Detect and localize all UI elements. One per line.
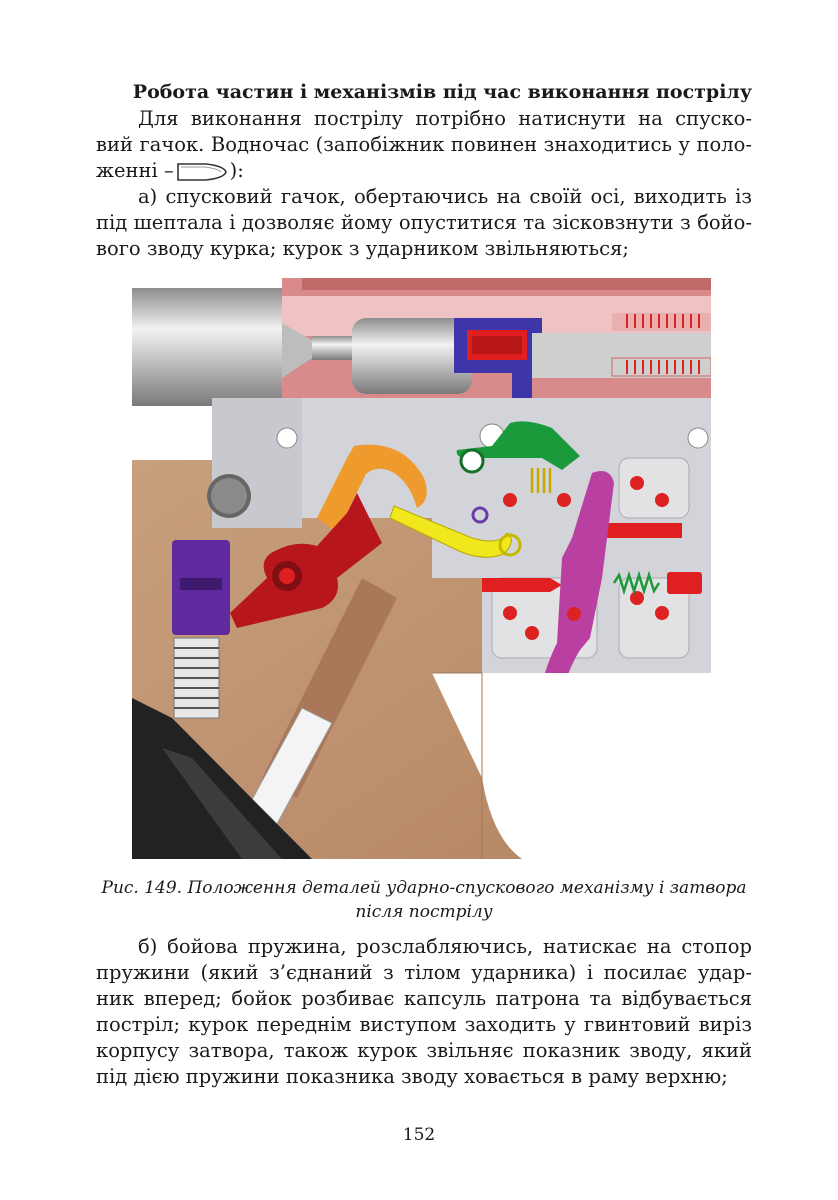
trigger-mechanism-diagram	[132, 278, 711, 859]
figure-caption	[96, 876, 752, 924]
stop-rod-lower	[482, 578, 562, 592]
bolt-carrier	[132, 288, 282, 406]
item-b-line-6: під дією пружини показника зводу ховається в раму верхню;	[96, 1065, 728, 1088]
intro-line-3-start: женні –	[96, 159, 174, 182]
item-a-line-1: а) спусковий гачок, обертаючись на своїй осі, виходить із	[138, 185, 752, 208]
intro-paragraph	[96, 106, 752, 184]
intro-line-1: Для виконання пострілу потрібно натиснути на спуско-	[138, 107, 752, 130]
item-a-line-2: під шептала і дозволяє йому опуститися та зісковзнути з бойо-	[96, 211, 752, 234]
item-b-line-1: б) бойова пружина, розслабляючись, натискає на стопор	[138, 935, 752, 958]
intro-line-3-end: ):	[229, 159, 244, 182]
bullet-shape-icon	[176, 161, 228, 183]
item-b-line-4: постріл; курок переднім виступом заходить у гвинтовий виріз	[96, 1013, 752, 1036]
page-number: 152	[402, 1125, 436, 1145]
item-b-line-3: ник вперед; бойок розбиває капсуль патрона та відбувається	[96, 987, 752, 1010]
item-b-paragraph	[96, 934, 752, 1090]
caption-line-2: після пострілу	[355, 902, 493, 922]
caption-line-1: Рис. 149. Положення деталей ударно-спускового механізму і затвора	[101, 878, 747, 898]
intro-line-2: вий гачок. Водночас (запобіжник повинен знаходитись у поло-	[96, 133, 752, 156]
item-b-line-2: пружини (який з’єднаний з тілом ударника) і посилає удар-	[96, 961, 752, 984]
item-b-line-5: корпусу затвора, також курок звільняє показник зводу, який	[96, 1039, 752, 1062]
section-heading: Робота частин і механізмів під час виконання пострілу	[132, 81, 752, 103]
item-a-line-3: вого зводу курка; курок з ударником звільняються;	[96, 237, 629, 260]
item-a-paragraph	[96, 184, 752, 262]
intro-line-3	[96, 158, 752, 184]
mechanism-figure	[132, 278, 711, 859]
